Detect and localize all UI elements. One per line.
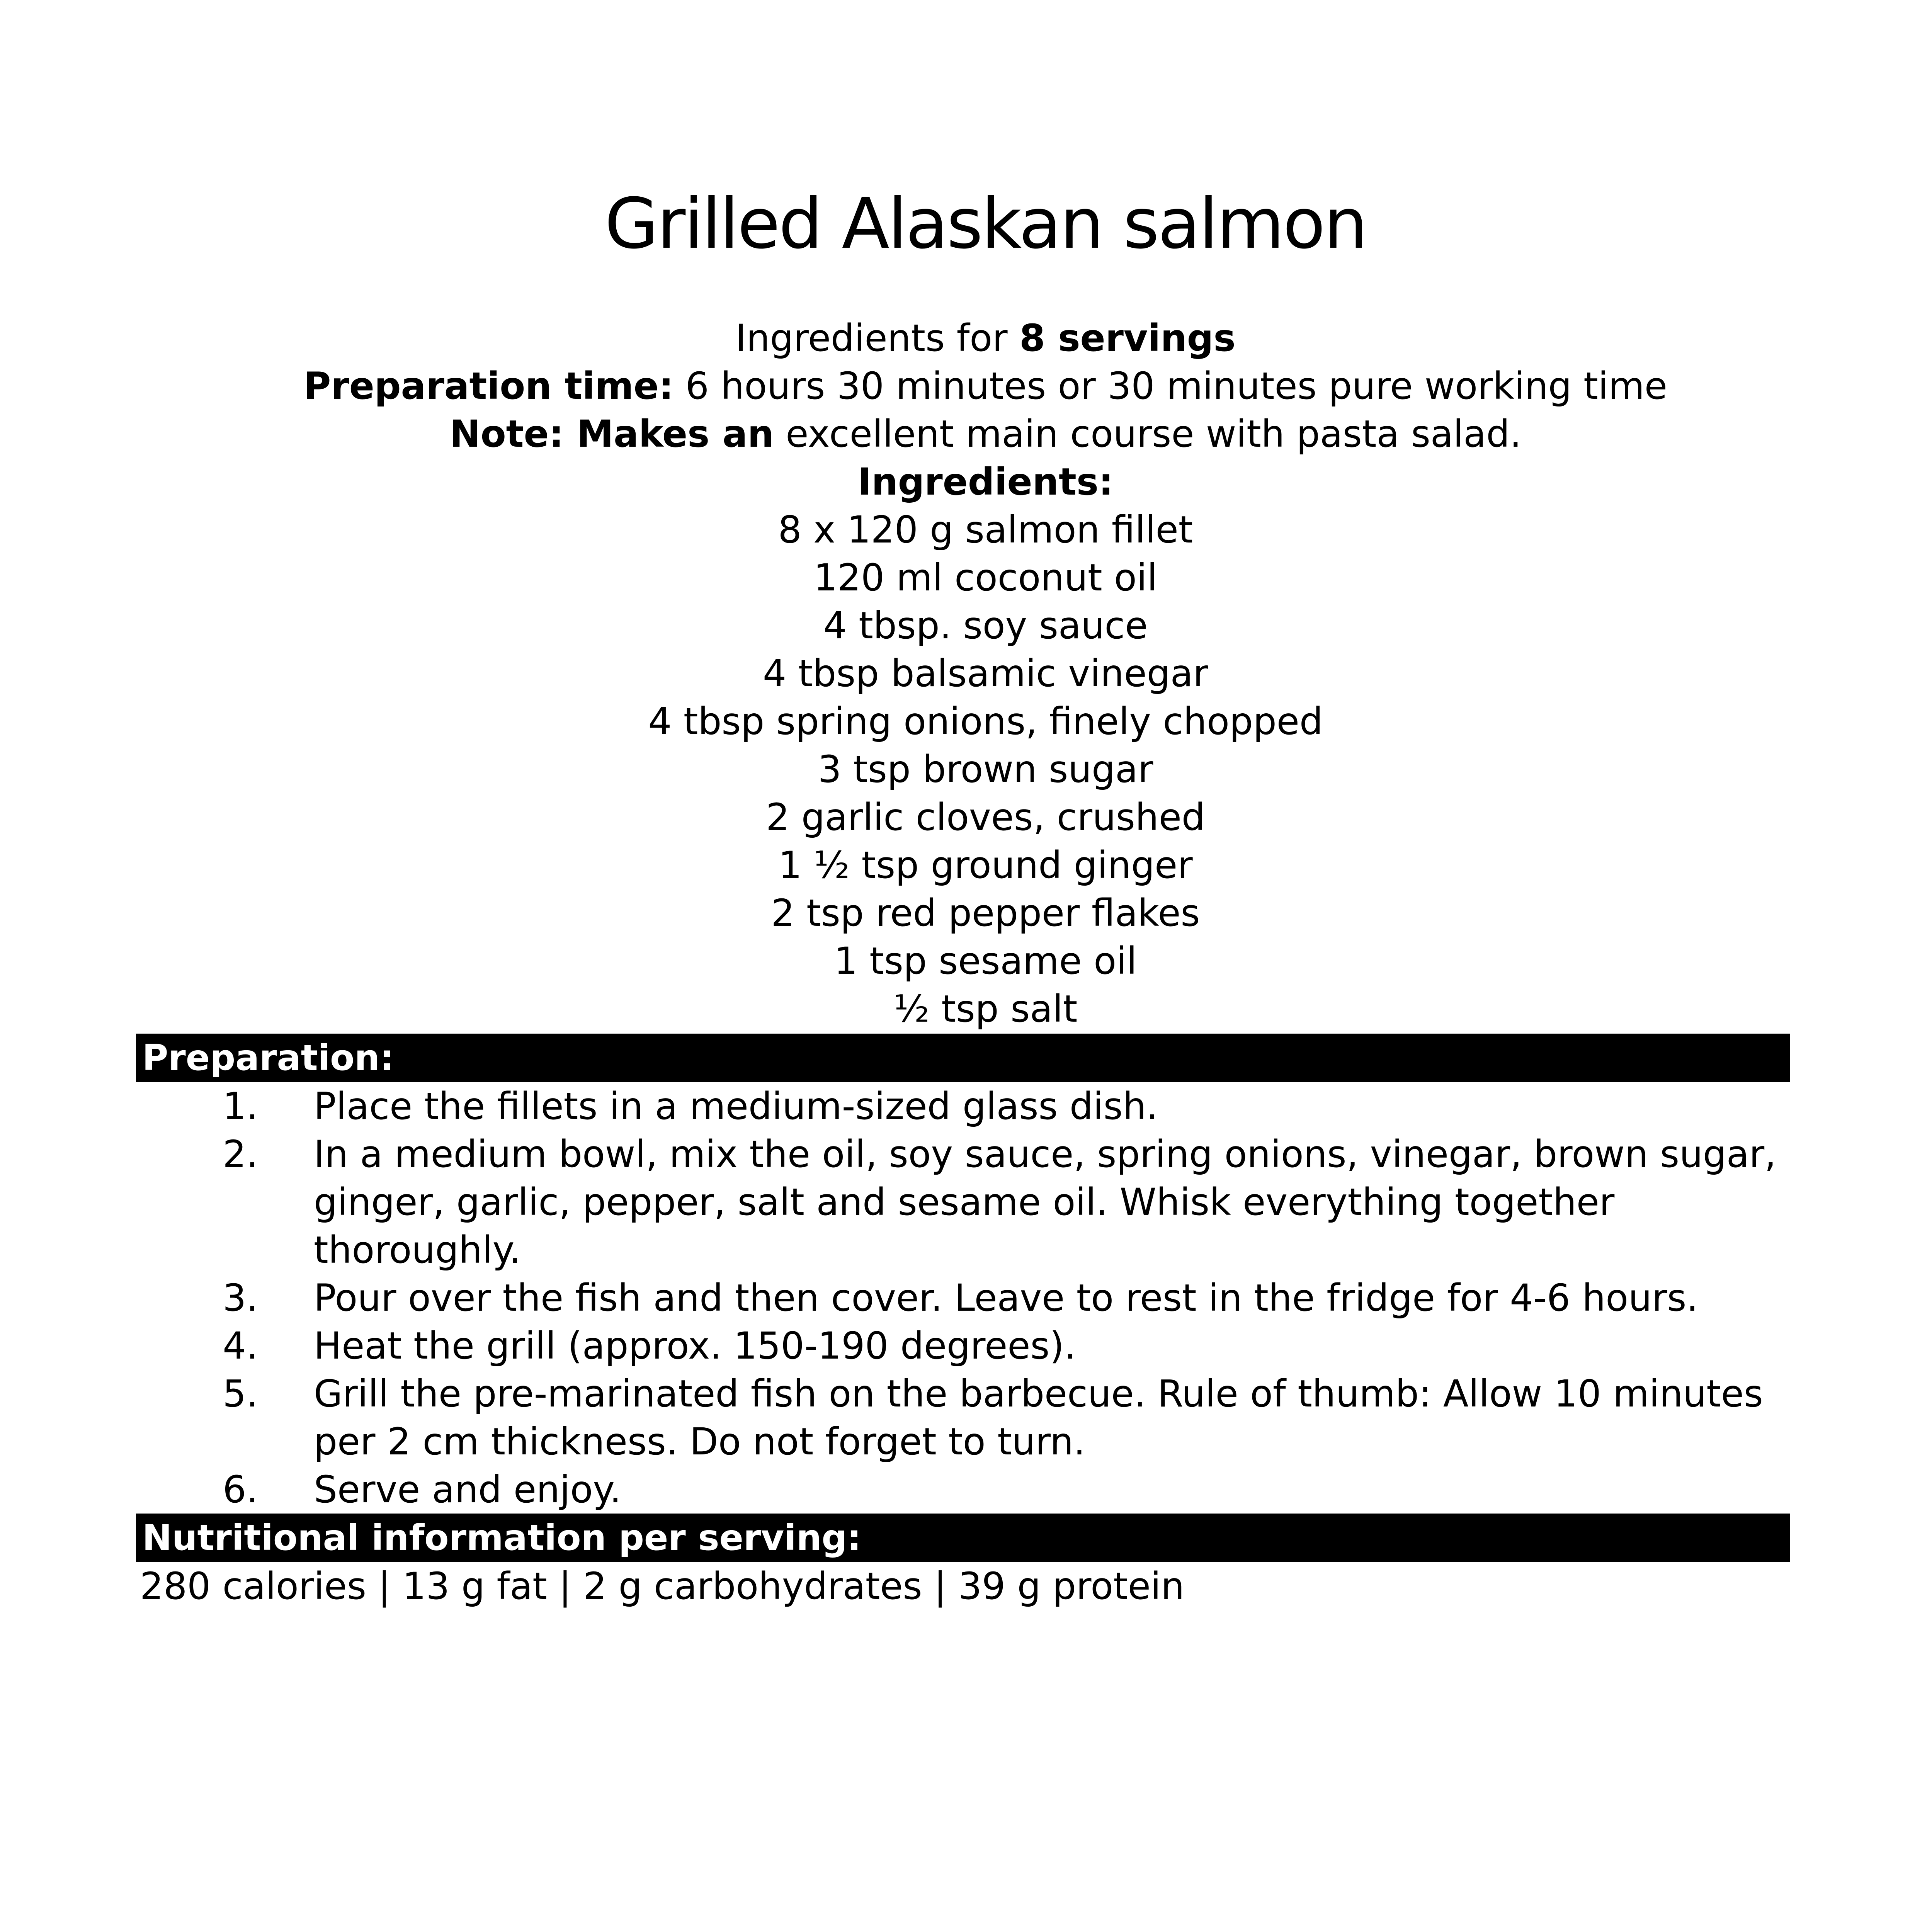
recipe-title: Grilled Alaskan salmon <box>604 184 1367 264</box>
step-text: Place the fillets in a medium-sized glass dish. <box>314 1085 1158 1128</box>
step-text: Pour over the fish and then cover. Leave to rest in the fridge for 4-6 hours. <box>314 1276 1698 1320</box>
step-text: Grill the pre-marinated fish on the barbecue. Rule of thumb: Allow 10 minutes per 2 cm thickness. Do not forget to turn. <box>314 1372 1763 1463</box>
note-value: excellent main course with pasta salad. <box>774 412 1522 456</box>
step-text: Serve and enjoy. <box>314 1468 621 1511</box>
ingredient-item: 2 tsp red pepper flakes <box>771 891 1200 935</box>
step-number: 3. <box>223 1276 258 1320</box>
servings-prefix: Ingredients for <box>735 316 1020 360</box>
servings-line <box>0 314 1932 362</box>
preparation-heading: Preparation: <box>136 1034 1790 1082</box>
step-text: Heat the grill (approx. 150-190 degrees). <box>314 1324 1076 1367</box>
step-number: 5. <box>223 1372 258 1415</box>
ingredient-item: 2 garlic cloves, crushed <box>766 796 1205 839</box>
step-number: 6. <box>223 1468 258 1511</box>
ingredients-list <box>0 506 1932 1033</box>
ingredient-item: 3 tsp brown sugar <box>818 748 1153 791</box>
servings-value: 8 servings <box>1019 316 1236 360</box>
ingredient-item: 4 tbsp spring onions, finely chopped <box>648 700 1323 743</box>
recipe-meta <box>0 314 1932 506</box>
step-text: In a medium bowl, mix the oil, soy sauce, spring onions, vinegar, brown sugar, ginger, garlic, pepper, salt and sesame oil. Whisk everything together thoroughly. <box>314 1133 1776 1272</box>
prep-time-label: Preparation time: <box>304 364 674 408</box>
preparation-steps <box>136 1082 1790 1514</box>
step-item <box>136 1322 1790 1370</box>
ingredient-item: ½ tsp salt <box>893 987 1078 1031</box>
prep-time-value: 6 hours 30 minutes or 30 minutes pure working time <box>673 364 1667 408</box>
ingredients-heading-text: Ingredients: <box>857 460 1114 503</box>
ingredient-item: 4 tbsp balsamic vinegar <box>762 652 1209 695</box>
ingredient-item: 4 tbsp. soy sauce <box>823 604 1148 647</box>
ingredient-item: 1 ½ tsp ground ginger <box>778 844 1193 887</box>
step-item <box>136 1370 1790 1466</box>
ingredient-item: 8 x 120 g salmon fillet <box>778 508 1193 551</box>
ingredient-item: 1 tsp sesame oil <box>834 939 1137 983</box>
step-number: 2. <box>223 1133 258 1176</box>
step-item <box>136 1082 1790 1130</box>
note-line <box>0 410 1932 458</box>
nutrition-info: 280 calories | 13 g fat | 2 g carbohydrates | 39 g protein <box>140 1565 1185 1608</box>
nutrition-heading: Nutritional information per serving: <box>136 1514 1790 1562</box>
prep-time-line <box>0 362 1932 410</box>
step-item <box>136 1130 1790 1274</box>
step-number: 1. <box>223 1085 258 1128</box>
step-item <box>136 1466 1790 1514</box>
step-number: 4. <box>223 1324 258 1367</box>
ingredients-heading <box>0 458 1932 506</box>
ingredient-item: 120 ml coconut oil <box>813 556 1158 599</box>
step-item <box>136 1274 1790 1322</box>
note-label: Note: Makes an <box>449 412 774 456</box>
